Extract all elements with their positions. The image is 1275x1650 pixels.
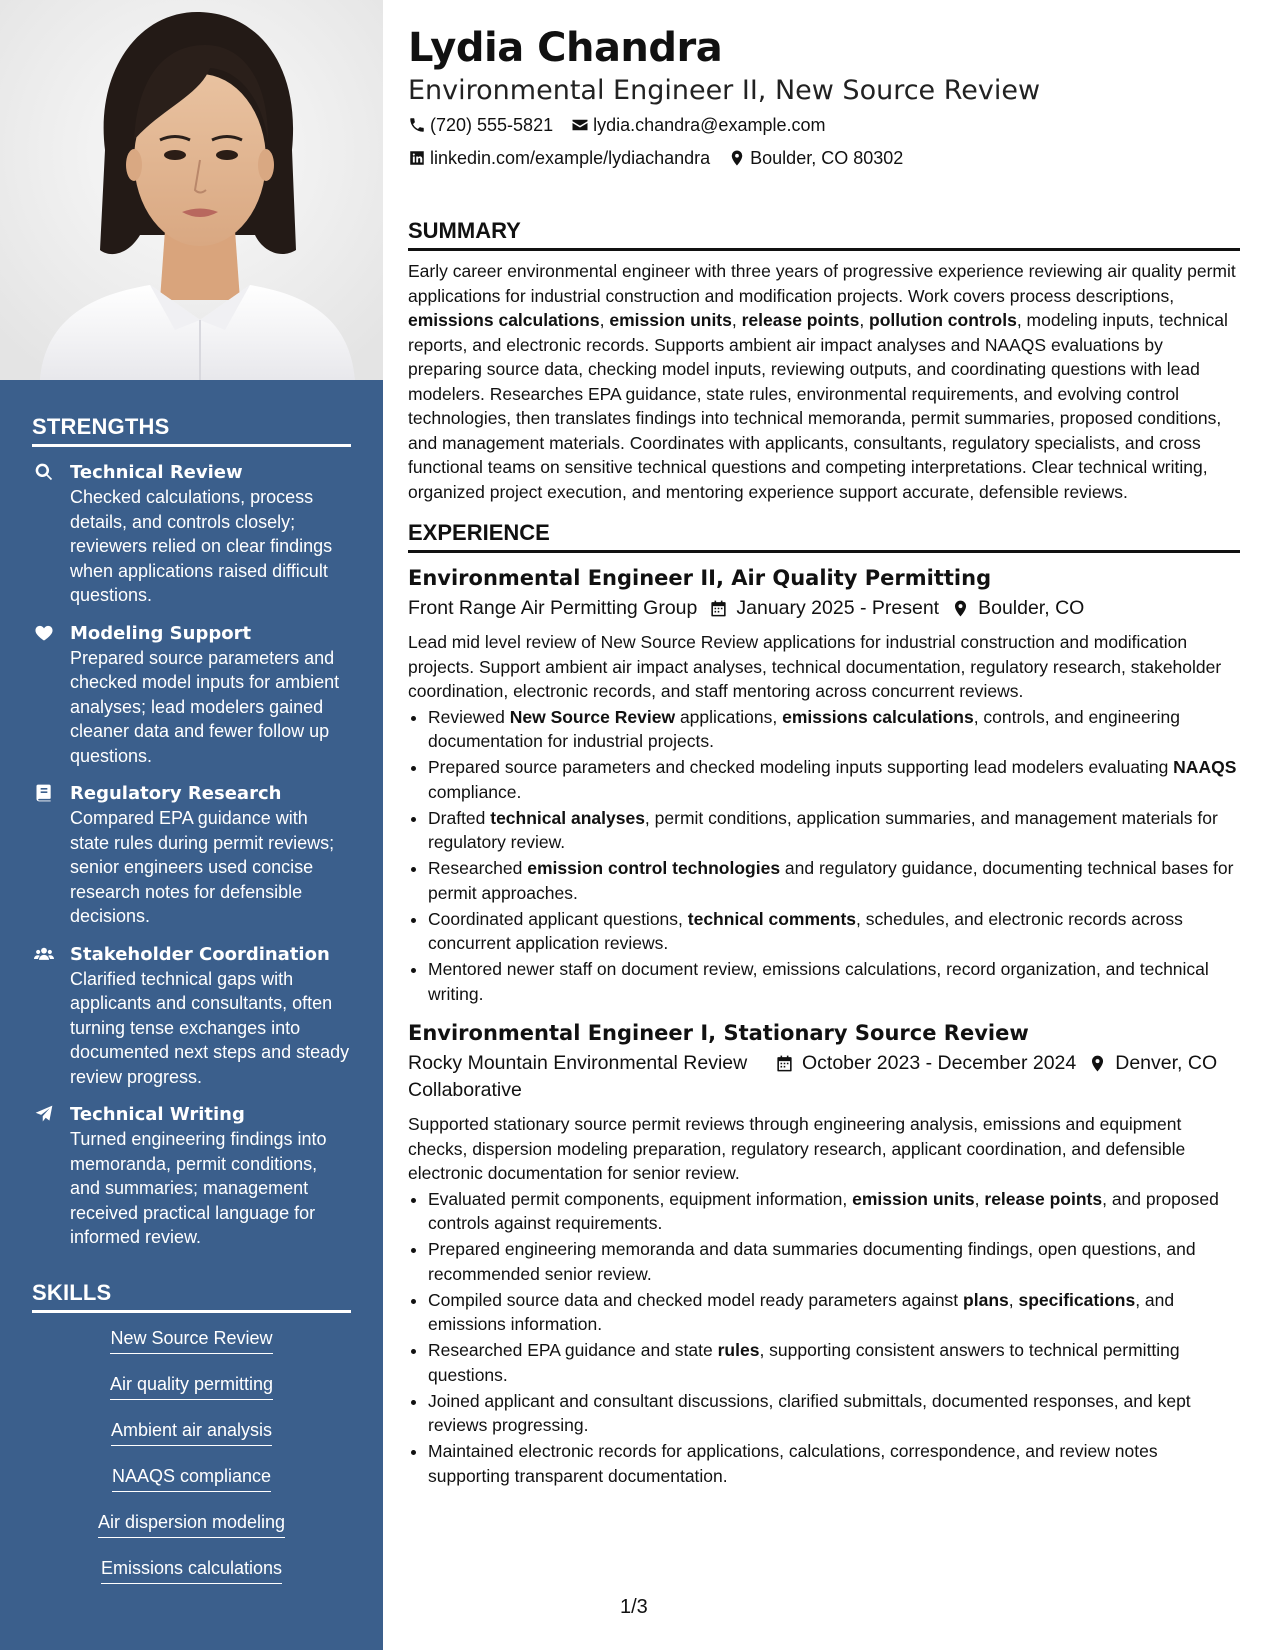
job-meta <box>408 595 1240 622</box>
strength-title: Modeling Support <box>70 622 252 644</box>
calendar-icon <box>709 599 728 618</box>
job-bullets <box>408 1187 1240 1489</box>
text-run: , schedules, and electronic records across concurrent application reviews. <box>428 908 1183 953</box>
bold-keyword: emission units <box>852 1188 975 1209</box>
skill-tag: NAAQS compliance <box>112 1463 271 1492</box>
bold-keyword: technical comments <box>687 908 857 929</box>
strength-title: Technical Review <box>70 462 243 483</box>
text-run: Reviewed <box>428 706 510 727</box>
job-dates <box>709 595 939 622</box>
email-text: lydia.chandra@example.com <box>593 115 826 135</box>
text-run: Prepared engineering memoranda and data summaries documenting findings, open questions, and recommended senior review. <box>428 1239 1196 1284</box>
bold-keyword: NAAQS <box>1173 757 1237 777</box>
page-number: 1/3 <box>620 1596 648 1618</box>
bold-keyword: emissions calculations <box>782 706 974 727</box>
job-description: Lead mid level review of New Source Review applications for industrial construction and modification projects. Support ambient air impact analyses, technical documentation, regulatory research, stakeholder coordination, electronic records, and staff mentoring across concurrent reviews. <box>408 632 1222 701</box>
job-description: Supported stationary source permit reviews through engineering analysis, emissions and equipment checks, dispersion modeling preparation, regulatory research, applicant coordination, and defensible electronic documentation for senior review. <box>408 1114 1186 1183</box>
skill-tag: Air quality permitting <box>110 1371 273 1400</box>
text-run: Prepared source parameters and checked modeling inputs supporting lead modelers evaluating <box>428 757 1174 777</box>
main-content <box>408 22 1240 1490</box>
bold-keyword: pollution controls <box>869 310 1017 330</box>
job-meta <box>408 1050 1240 1104</box>
text-run: , <box>859 310 870 330</box>
contact-row <box>408 109 1240 141</box>
calendar-icon <box>775 1054 794 1073</box>
bold-keyword: technical analyses <box>490 807 645 828</box>
job-bullet <box>428 1389 1240 1438</box>
strength-desc: Turned engineering findings into memoranda, permit conditions, and summaries; management received practical language for informed review. <box>70 1129 327 1247</box>
skills-heading: SKILLS <box>32 1263 351 1313</box>
linkedin-text: linkedin.com/example/lydiachandra <box>430 148 711 168</box>
text-run: , <box>731 310 742 330</box>
job-title: Environmental Engineer I, Stationary Source Review <box>408 1021 1029 1045</box>
strengths-list <box>32 460 351 1250</box>
book-icon <box>32 781 70 929</box>
contact-row <box>408 142 1240 174</box>
skill-tag: Air dispersion modeling <box>98 1509 285 1538</box>
job-bullet <box>428 907 1240 956</box>
candidate-name: Lydia Chandra <box>408 25 723 71</box>
text-run: , permit conditions, application summaries, and management materials for regulatory review. <box>428 807 1218 852</box>
heart-icon <box>32 621 70 769</box>
job-location-text: Boulder, CO <box>978 597 1085 619</box>
skills-list <box>32 1325 351 1601</box>
bold-keyword: emission control technologies <box>527 858 781 878</box>
job-location <box>951 595 1084 622</box>
strength-desc: Compared EPA guidance with state rules during permit reviews; senior engineers used concise research notes for defensible decisions. <box>70 808 335 926</box>
phone-contact[interactable] <box>408 109 553 141</box>
strength-item <box>32 460 351 608</box>
text-run: Maintained electronic records for applications, calculations, correspondence, and review notes supporting transparent documentation. <box>428 1441 1158 1486</box>
text-run: , modeling inputs, technical reports, and electronic records. Supports ambient air impact analyses and NAAQS evaluations by preparing source data, checking model inputs, reviewing outputs, and coordinating questions with lead modelers. Researches EPA guidance, state rules, environmental requirements, and evolving control technologies, then translates findings into technical memoranda, permit summaries, proposed conditions, and management materials. Coordinates with applicants, consultants, regulatory specialists, and cross functional teams on sensitive technical questions and competing interpretations. Clear technical writing, organized project execution, and mentoring experience support accurate, defensible reviews. <box>408 310 1228 502</box>
text-run: Evaluated permit components, equipment information, <box>428 1188 853 1209</box>
paper-plane-icon <box>32 1102 70 1250</box>
text-run: , and emissions information. <box>428 1289 1175 1334</box>
profile-photo <box>0 0 383 380</box>
job-bullet <box>428 856 1240 905</box>
phone-text: (720) 555-5821 <box>430 115 554 135</box>
candidate-title: Environmental Engineer II, New Source Review <box>408 75 1041 106</box>
strength-desc: Prepared source parameters and checked model inputs for ambient analyses; lead modelers gained cleaner data and fewer follow up questions. <box>70 647 340 766</box>
job-entry <box>408 1018 1240 1488</box>
strength-item <box>32 621 351 769</box>
portrait-illustration <box>0 0 383 380</box>
bold-keyword: release points <box>741 310 860 330</box>
linkedin-icon <box>408 149 426 167</box>
email-contact[interactable] <box>571 109 825 141</box>
text-run: and regulatory guidance, documenting technical bases for permit approaches. <box>428 858 1234 903</box>
job-bullet <box>428 705 1240 754</box>
strength-title: Regulatory Research <box>70 783 282 804</box>
job-location <box>1088 1050 1217 1077</box>
bold-keyword: New Source Review <box>509 706 676 727</box>
sidebar <box>0 0 383 1650</box>
strength-title: Technical Writing <box>70 1104 245 1125</box>
company-name: Front Range Air Permitting Group <box>408 597 698 619</box>
skill-tag: Ambient air analysis <box>111 1417 272 1446</box>
job-dates <box>775 1050 1076 1077</box>
summary-heading: SUMMARY <box>408 218 1240 251</box>
strength-title: Stakeholder Coordination <box>70 943 330 965</box>
text-run: Drafted <box>428 807 491 828</box>
text-run: , supporting consistent answers to technical permitting questions. <box>428 1340 1180 1385</box>
bold-keyword: plans <box>963 1289 1009 1310</box>
job-title: Environmental Engineer II, Air Quality Permitting <box>408 566 992 590</box>
job-dates-text: October 2023 - December 2024 <box>802 1052 1077 1074</box>
text-run: Researched EPA guidance and state <box>428 1340 718 1360</box>
experience-heading: EXPERIENCE <box>408 520 1240 553</box>
text-run: , <box>974 1188 985 1209</box>
map-pin-icon <box>728 149 746 167</box>
text-run: Joined applicant and consultant discussions, clarified submittals, documented responses, and kept reviews progressing. <box>428 1390 1191 1435</box>
strength-item <box>32 1102 351 1250</box>
text-run: , <box>599 310 610 330</box>
job-dates-text: January 2025 - Present <box>736 597 940 619</box>
map-pin-icon <box>951 599 970 618</box>
users-icon <box>32 942 70 1090</box>
text-run: Mentored newer staff on document review, emissions calculations, record organization, and technical writing. <box>428 959 1209 1004</box>
phone-icon <box>408 116 426 134</box>
job-bullet <box>428 1237 1240 1286</box>
bold-keyword: emissions calculations <box>408 310 600 330</box>
strength-desc: Checked calculations, process details, and controls closely; reviewers relied on clear findings when applications raised difficult questions. <box>70 487 333 605</box>
strength-item <box>32 781 351 929</box>
job-bullet <box>428 1288 1240 1337</box>
job-bullet <box>428 755 1240 804</box>
bold-keyword: release points <box>984 1188 1103 1209</box>
bold-keyword: emission units <box>609 310 732 330</box>
strength-desc: Clarified technical gaps with applicants and consultants, often turning tense exchanges into documented next steps and steady review progress. <box>70 968 350 1087</box>
job-bullet <box>428 1439 1240 1488</box>
skill-tag: New Source Review <box>110 1325 272 1354</box>
text-run: applications, <box>675 706 783 727</box>
strengths-heading: STRENGTHS <box>32 380 351 447</box>
text-run: Researched <box>428 858 528 878</box>
job-bullet <box>428 957 1240 1006</box>
job-entry <box>408 563 1240 1006</box>
search-icon <box>32 460 70 608</box>
strength-item <box>32 942 351 1090</box>
text-run: Compiled source data and checked model ready parameters against <box>428 1289 964 1310</box>
text-run: Early career environmental engineer with three years of progressive experience reviewing air quality permit applications for industrial construction and modification projects. Work covers process descriptions, <box>408 261 1236 306</box>
skill-tag: Emissions calculations <box>101 1555 282 1584</box>
text-run: compliance. <box>428 781 522 802</box>
summary-text <box>408 259 1240 504</box>
job-bullets <box>408 705 1240 1007</box>
job-bullet <box>428 806 1240 855</box>
company-name: Rocky Mountain Environmental Review Collaborative <box>408 1052 748 1101</box>
bold-keyword: rules <box>717 1340 760 1360</box>
linkedin-contact[interactable] <box>408 142 710 174</box>
location-text: Boulder, CO 80302 <box>750 148 904 168</box>
text-run: Coordinated applicant questions, <box>428 908 688 929</box>
text-run: , controls, and engineering documentation for industrial projects. <box>428 706 1180 751</box>
bold-keyword: specifications <box>1018 1289 1136 1310</box>
job-location-text: Denver, CO <box>1115 1052 1218 1074</box>
text-run: , <box>1008 1289 1019 1310</box>
text-run: , and proposed controls against requirements. <box>428 1188 1219 1233</box>
envelope-icon <box>571 116 589 134</box>
map-pin-icon <box>1088 1054 1107 1073</box>
job-bullet <box>428 1338 1240 1387</box>
job-bullet <box>428 1187 1240 1236</box>
location-contact <box>728 142 903 174</box>
